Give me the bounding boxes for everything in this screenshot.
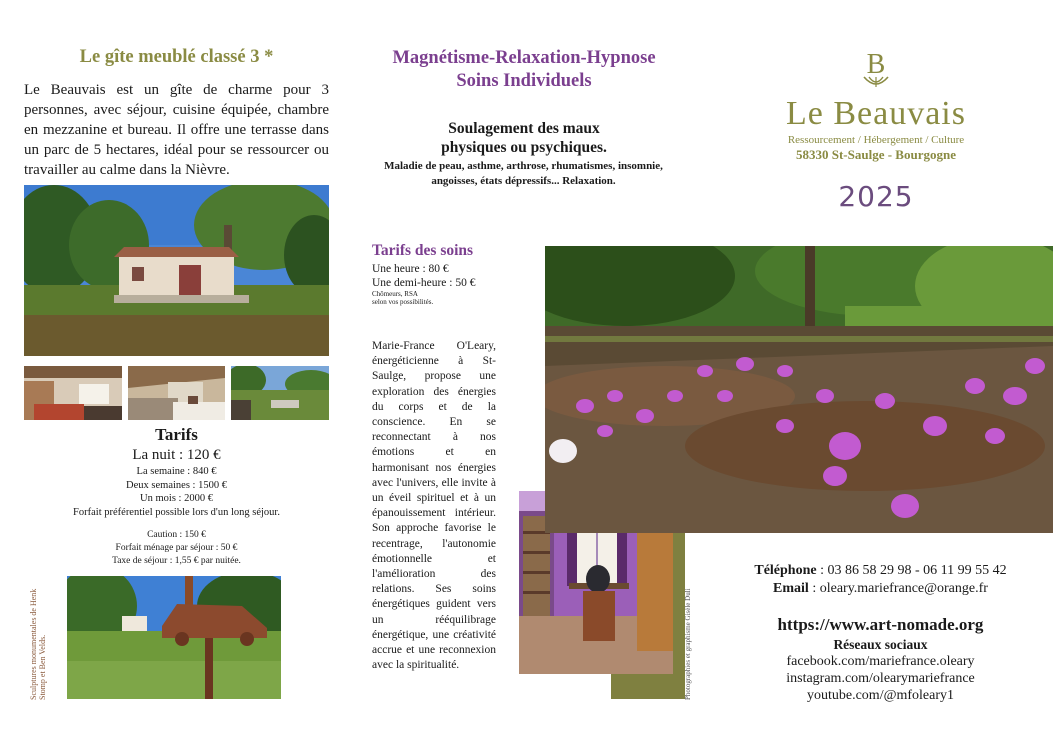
tarif-month: Un mois : 2000 €	[140, 493, 213, 504]
gite-extras	[24, 529, 329, 568]
relief-line-2: physiques ou psychiques.	[441, 139, 607, 156]
relief-description: Maladie de peau, asthme, arthrose, rhumatismes, insomnie, angoisses, états dépressifs... Relaxation.	[384, 160, 663, 187]
social-heading: Réseaux sociaux	[833, 637, 928, 652]
tarif-week: La semaine : 840 €	[136, 466, 217, 477]
gite-interior-photo-1	[24, 366, 122, 420]
brand-address: 58330 St-Saulge - Bourgogne	[796, 147, 956, 162]
email-row	[713, 580, 1048, 598]
year: 2025	[838, 180, 914, 213]
facebook-link[interactable]: facebook.com/mariefrance.oleary	[786, 654, 975, 669]
gite-title: Le gîte meublé classé 3 *	[79, 47, 274, 67]
tourist-tax: Taxe de séjour : 1,55 € par nuitée.	[112, 556, 241, 566]
care-prices-title: Tarifs des soins	[372, 242, 474, 259]
lotus-icon	[856, 47, 896, 93]
sculpture-credit	[29, 575, 47, 700]
care-note-line-2: selon vos possibilités.	[372, 298, 434, 306]
email-label: Email	[773, 581, 809, 596]
gite-house-photo	[24, 185, 329, 356]
phone-number[interactable]: : 03 86 58 29 98 - 06 11 99 55 42	[816, 563, 1007, 578]
care-title-line-1: Magnétisme-Relaxation-Hypnose	[392, 48, 656, 68]
care-price-half-hour: Une demi-heure : 50 €	[372, 277, 476, 289]
sculpture-photo	[67, 576, 281, 699]
deposit: Caution : 150 €	[147, 530, 206, 540]
phone-row	[713, 562, 1048, 580]
care-note-line-1: Chômeurs, RSA	[372, 290, 418, 298]
phone-label: Téléphone	[754, 563, 817, 578]
brand-tagline: Ressourcement / Hébergement / Culture	[787, 134, 965, 146]
photo-credit-text: Photographies et graphisme Gisèle Duli	[684, 588, 692, 700]
cyclamen-garden-photo	[545, 246, 1053, 533]
gite-intro: Le Beauvais est un gîte de charme pour 3 personnes, avec séjour, cuisine équipée, chambre en mezzanine et bureau. Il offre une terrasse dans un parc de 5 hectares, idéal pour se ressourcer ou travailler au calme dans la Nièvre.	[24, 82, 329, 178]
care-price-note	[372, 290, 507, 306]
instagram-link[interactable]: instagram.com/olearymariefrance	[786, 671, 975, 686]
photo-credit	[684, 560, 696, 700]
relief-line-1: Soulagement des maux	[448, 120, 600, 137]
relief-heading	[355, 119, 693, 157]
care-section-title	[355, 47, 693, 93]
sculpture-credit-text: Sculptures monumentales de Henk Stomp et Ben Velds.	[29, 588, 47, 700]
tarif-long-stay: Forfait préférentiel possible lors d'un long séjour.	[73, 506, 280, 518]
brand-logo	[757, 47, 995, 163]
care-price-hour: Une heure : 80 €	[372, 263, 449, 275]
brand-name: Le Beauvais	[786, 95, 966, 132]
tarif-night: La nuit : 120 €	[132, 447, 221, 463]
care-title-line-2: Soins Individuels	[456, 71, 592, 91]
email-address[interactable]: : oleary.mariefrance@orange.fr	[808, 581, 988, 596]
tarif-two-weeks: Deux semaines : 1500 €	[126, 479, 227, 491]
gite-interior-photo-2	[128, 366, 225, 420]
youtube-link[interactable]: youtube.com/@mfoleary1	[806, 688, 955, 703]
gite-tarifs	[24, 424, 329, 519]
care-prices	[372, 262, 507, 306]
contact-info	[713, 562, 1048, 704]
logo-emblem	[757, 47, 995, 93]
website-link[interactable]: https://www.art-nomade.org	[777, 615, 984, 634]
practitioner-bio: Marie-France O'Leary, énergéticienne à St-Saulge, propose une exploration des énergies du corps et de la conscience. En se reconnectant à nos émotions et en harmonisant nos énergies avec l'univers, elle invite à un éveil spirituel et à un épanouissement intérieur. Son approche favorise le recentrage, l'autonomie émotionnelle et l'amélioration des relations. Ses soins énergétiques guident vers un rééquilibrage énergétique, une créativité accrue et une reconnexion avec la spiritualité.	[372, 340, 496, 672]
gite-terrace-photo	[231, 366, 329, 420]
cleaning-fee: Forfait ménage par séjour : 50 €	[115, 543, 238, 553]
logo-letter: B	[866, 49, 886, 80]
tarifs-title: Tarifs	[155, 425, 198, 444]
